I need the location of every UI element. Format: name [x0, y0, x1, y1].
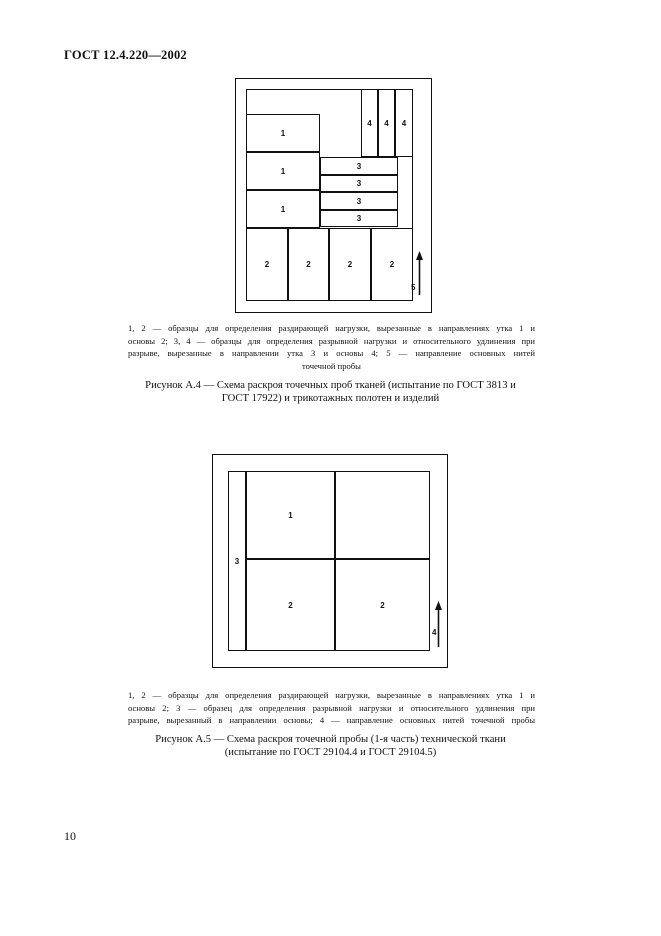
fig-a5-sample-3: 3	[228, 471, 246, 651]
fig-a4-caption	[110, 379, 551, 405]
fig-a4-note-line: основы 2; 3, 4 — образцы для определения разрывной нагрузки и относительного удлинения при	[128, 335, 535, 346]
page-header-standard: ГОСТ 12.4.220—2002	[64, 48, 187, 62]
fig-a4-sample-1: 1	[246, 152, 320, 190]
fig-a5-caption	[110, 733, 551, 759]
fig-a5-sample-1: 1	[246, 471, 335, 559]
fig-a4-caption-line: Рисунок А.4 — Схема раскроя точечных проб тканей (испытание по ГОСТ 3813 и	[145, 380, 516, 391]
fig-a4-note-line: 1, 2 — образцы для определения раздирающей нагрузки, вырезанные в направлениях утка 1 и	[128, 323, 535, 333]
fig-a4-sample-1: 1	[246, 114, 320, 152]
fig-a4-caption-line: ГОСТ 17922) и трикотажных полотен и изделий	[221, 393, 440, 404]
fig-a4-sample-3: 3	[320, 210, 398, 227]
fig-a4-sample-3: 3	[320, 192, 398, 210]
fig-a5-caption-line: Рисунок А.5 — Схема раскроя точечной пробы (1-я часть) технической ткани	[155, 734, 506, 745]
fig-a5-sample-2: 2	[246, 559, 335, 651]
fig-a4-sample-4: 4	[395, 89, 413, 157]
fig-a4-label-5: 5	[411, 283, 416, 292]
fig-a4-note	[128, 322, 535, 372]
fig-a5-warp-direction-arrow-icon	[432, 600, 446, 648]
fig-a4-sample-1: 1	[246, 190, 320, 228]
fig-a4-sample-2: 2	[246, 228, 288, 301]
fig-a5-note-line: разрыве, вырезанный в направлении основы; 4 — направление основных нитей точечной пробы	[128, 715, 535, 726]
fig-a4-sample-2: 2	[371, 228, 413, 301]
fig-a5-note-line: 1, 2 — образцы для определения раздирающей нагрузки, вырезанные в направлениях утка 1 и	[128, 690, 535, 700]
fig-a4-sample-3: 3	[320, 157, 398, 175]
fig-a4-sample-4: 4	[378, 89, 395, 157]
fig-a4-sample-2: 2	[288, 228, 329, 301]
fig-a5-note	[128, 689, 535, 727]
fig-a4-sample-2: 2	[329, 228, 371, 301]
fig-a5-caption-line: (испытание по ГОСТ 29104.4 и ГОСТ 29104.5)	[224, 747, 437, 758]
fig-a5-sample-blank	[335, 471, 430, 559]
page-number: 10	[64, 829, 76, 843]
fig-a4-note-line: разрыве, вырезанные в направлении утка 3 и основы 4; 5 — направление основных нитей	[128, 348, 535, 359]
fig-a5-label-4: 4	[432, 628, 437, 637]
fig-a5-sample-2: 2	[335, 559, 430, 651]
fig-a5-note-line: основы 2; 3 — образец для определения разрывной нагрузки и относительного удлинения при	[128, 702, 535, 713]
fig-a4-note-line: точечной пробы	[302, 360, 361, 371]
fig-a4-sample-4: 4	[361, 89, 378, 157]
fig-a4-sample-3: 3	[320, 175, 398, 192]
